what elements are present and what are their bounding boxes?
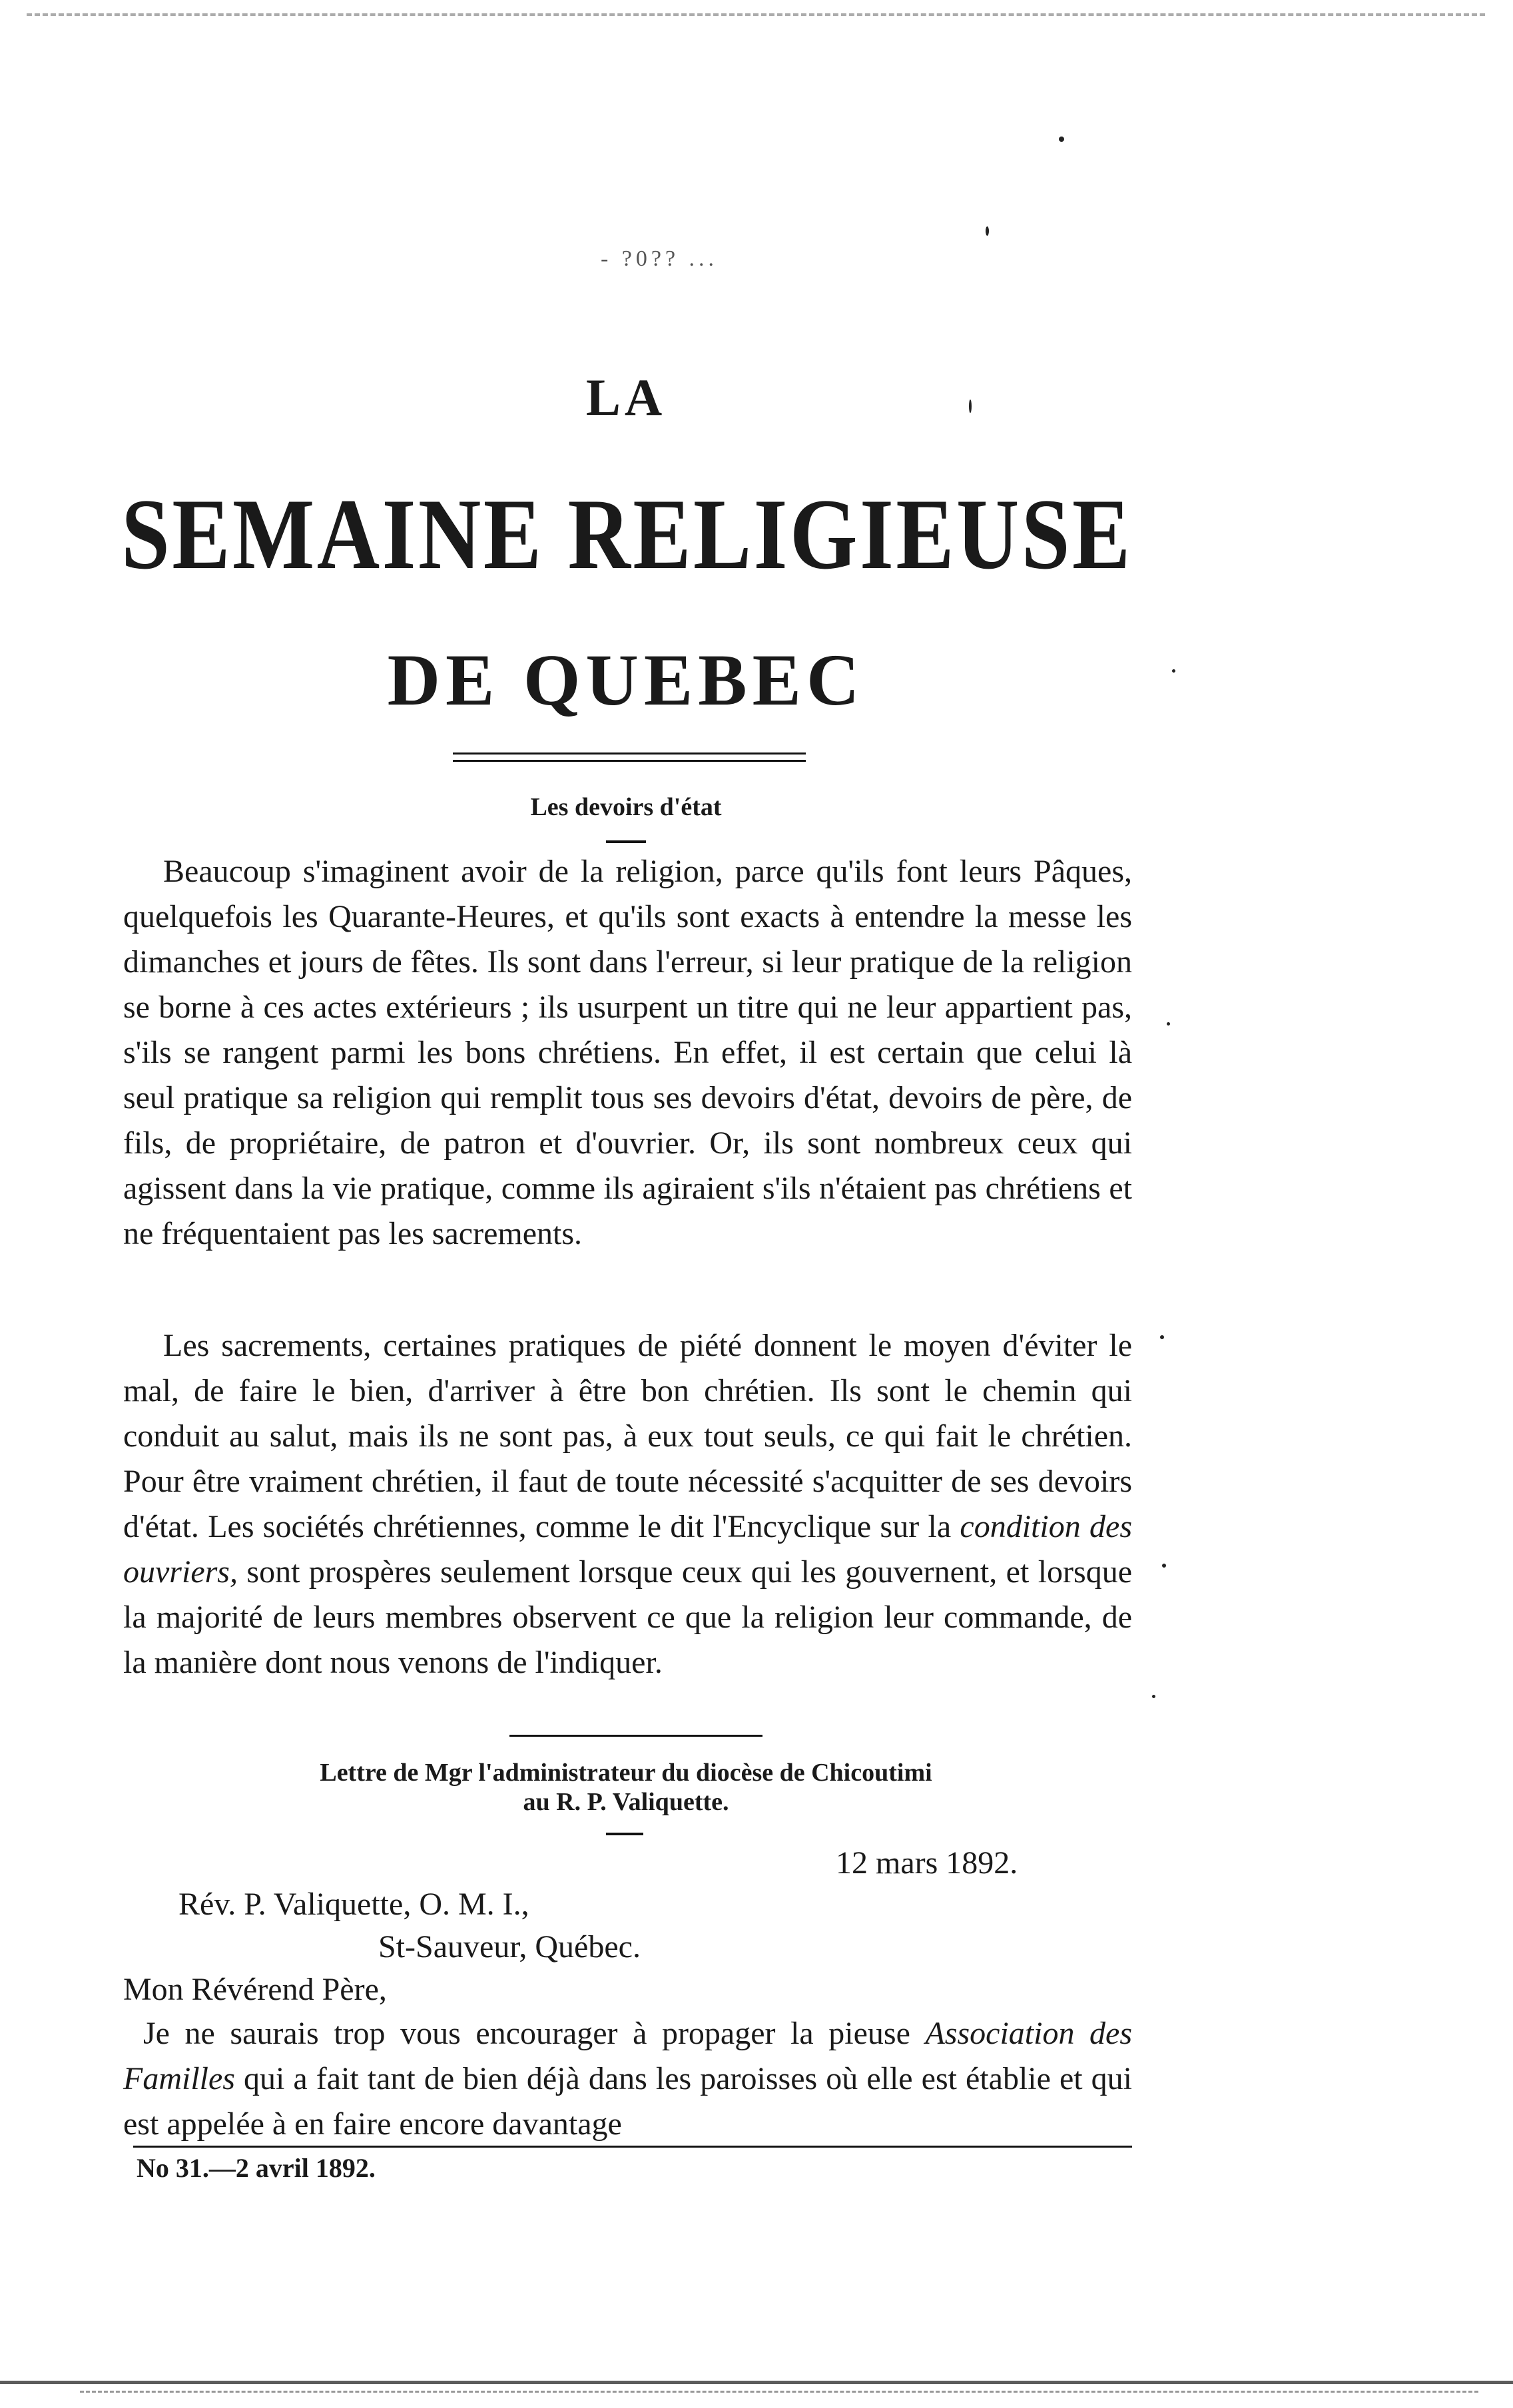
short-rule xyxy=(606,1833,643,1835)
section-divider xyxy=(509,1735,762,1737)
footer-rule xyxy=(133,2146,1132,2148)
masthead-article: LA xyxy=(585,368,667,426)
masthead-ornament: - ?0?? ... xyxy=(600,246,719,271)
article-paragraph-2 xyxy=(123,1323,1132,1685)
issue-number: No 31.—2 avril 1892. xyxy=(137,2153,376,2183)
letter-recipient: Rév. P. Valiquette, O. M. I., xyxy=(178,1887,529,1922)
letter-salutation: Mon Révérend Père, xyxy=(123,1972,387,2007)
scan-speck xyxy=(1059,137,1064,142)
letter-date: 12 mars 1892. xyxy=(836,1845,1018,1881)
section-heading: Les devoirs d'état xyxy=(530,793,722,821)
short-rule xyxy=(606,840,646,843)
scan-speck xyxy=(1160,1335,1164,1339)
letter-heading-line: Lettre de Mgr l'administrateur du diocèse de Chicoutimi xyxy=(320,1759,932,1787)
scan-bottom-edge xyxy=(80,2391,1478,2393)
scan-edge-mark xyxy=(27,13,1485,16)
scan-speck xyxy=(1167,1022,1170,1026)
paragraph-italic-text: Association des Familles xyxy=(123,2016,1132,2096)
paragraph-text: qui a fait tant de bien déjà dans les paroisses où elle est établie et qui est appelée à en faire encore davantage xyxy=(123,2061,1133,2142)
article-paragraph-1: Beaucoup s'imaginent avoir de la religion, parce qu'ils font leurs Pâques, quelquefois les Quarante-Heures, et qu'ils sont exacts à entendre la messe les dimanches et jours de fêtes. Ils sont dans l'erreur, si leur pratique de la religion se borne à ces actes extérieurs ; ils usurpent un titre qui ne leur appartient pas, s'ils se rangent parmi les bons chrétiens. En effet, il est certain que celui là seul pratique sa religion qui remplit tous ses devoirs d'état, devoirs de père, de fils, de propriétaire, de patron et d'ouvrier. Or, ils sont nombreux ceux qui agissent dans la vie pratique, comme ils agiraient s'ils n'étaient pas chrétiens et ne fréquentaient pas les sacrements. xyxy=(123,854,1132,1251)
double-rule-divider xyxy=(453,752,806,762)
scan-speck xyxy=(1162,1564,1166,1568)
masthead-subtitle: DE QUEBEC xyxy=(387,639,865,721)
scan-speck xyxy=(1152,1695,1155,1698)
paragraph-text: Je ne saurais trop vous encourager à propager la pieuse xyxy=(143,2016,910,2051)
paragraph-italic-text: condition des ouvriers, xyxy=(123,1509,1133,1590)
letter-recipient-address: St-Sauveur, Québec. xyxy=(378,1929,641,1964)
letter-heading-line: au R. P. Valiquette. xyxy=(523,1788,729,1816)
paragraph-text: Les sacrements, certaines pratiques de piété donnent le moyen d'éviter le mal, de faire le bien, d'arriver à être bon chrétien. Ils sont le chemin qui conduit au salut, mais ils ne sont pas, à eux tout seuls, ce qui fait le chrétien. Pour être vraiment chrétien, il faut de toute nécessité s'acquitter de ses devoirs d'état. Les sociétés chrétiennes, comme le dit l'Encyclique sur la xyxy=(123,1328,1132,1544)
letter-heading xyxy=(0,1758,1252,1817)
masthead-title: SEMAINE RELIGIEUSE xyxy=(121,478,1133,590)
scan-bottom-edge xyxy=(0,2381,1513,2384)
scan-speck xyxy=(986,226,989,236)
letter-paragraph xyxy=(123,2011,1132,2147)
paragraph-text: sont prospères seulement lorsque ceux qui les gouvernent, et lorsque la majorité de leurs membres observent ce que la religion leur commande, de la manière dont nous venons de l'indiquer. xyxy=(123,1554,1133,1680)
